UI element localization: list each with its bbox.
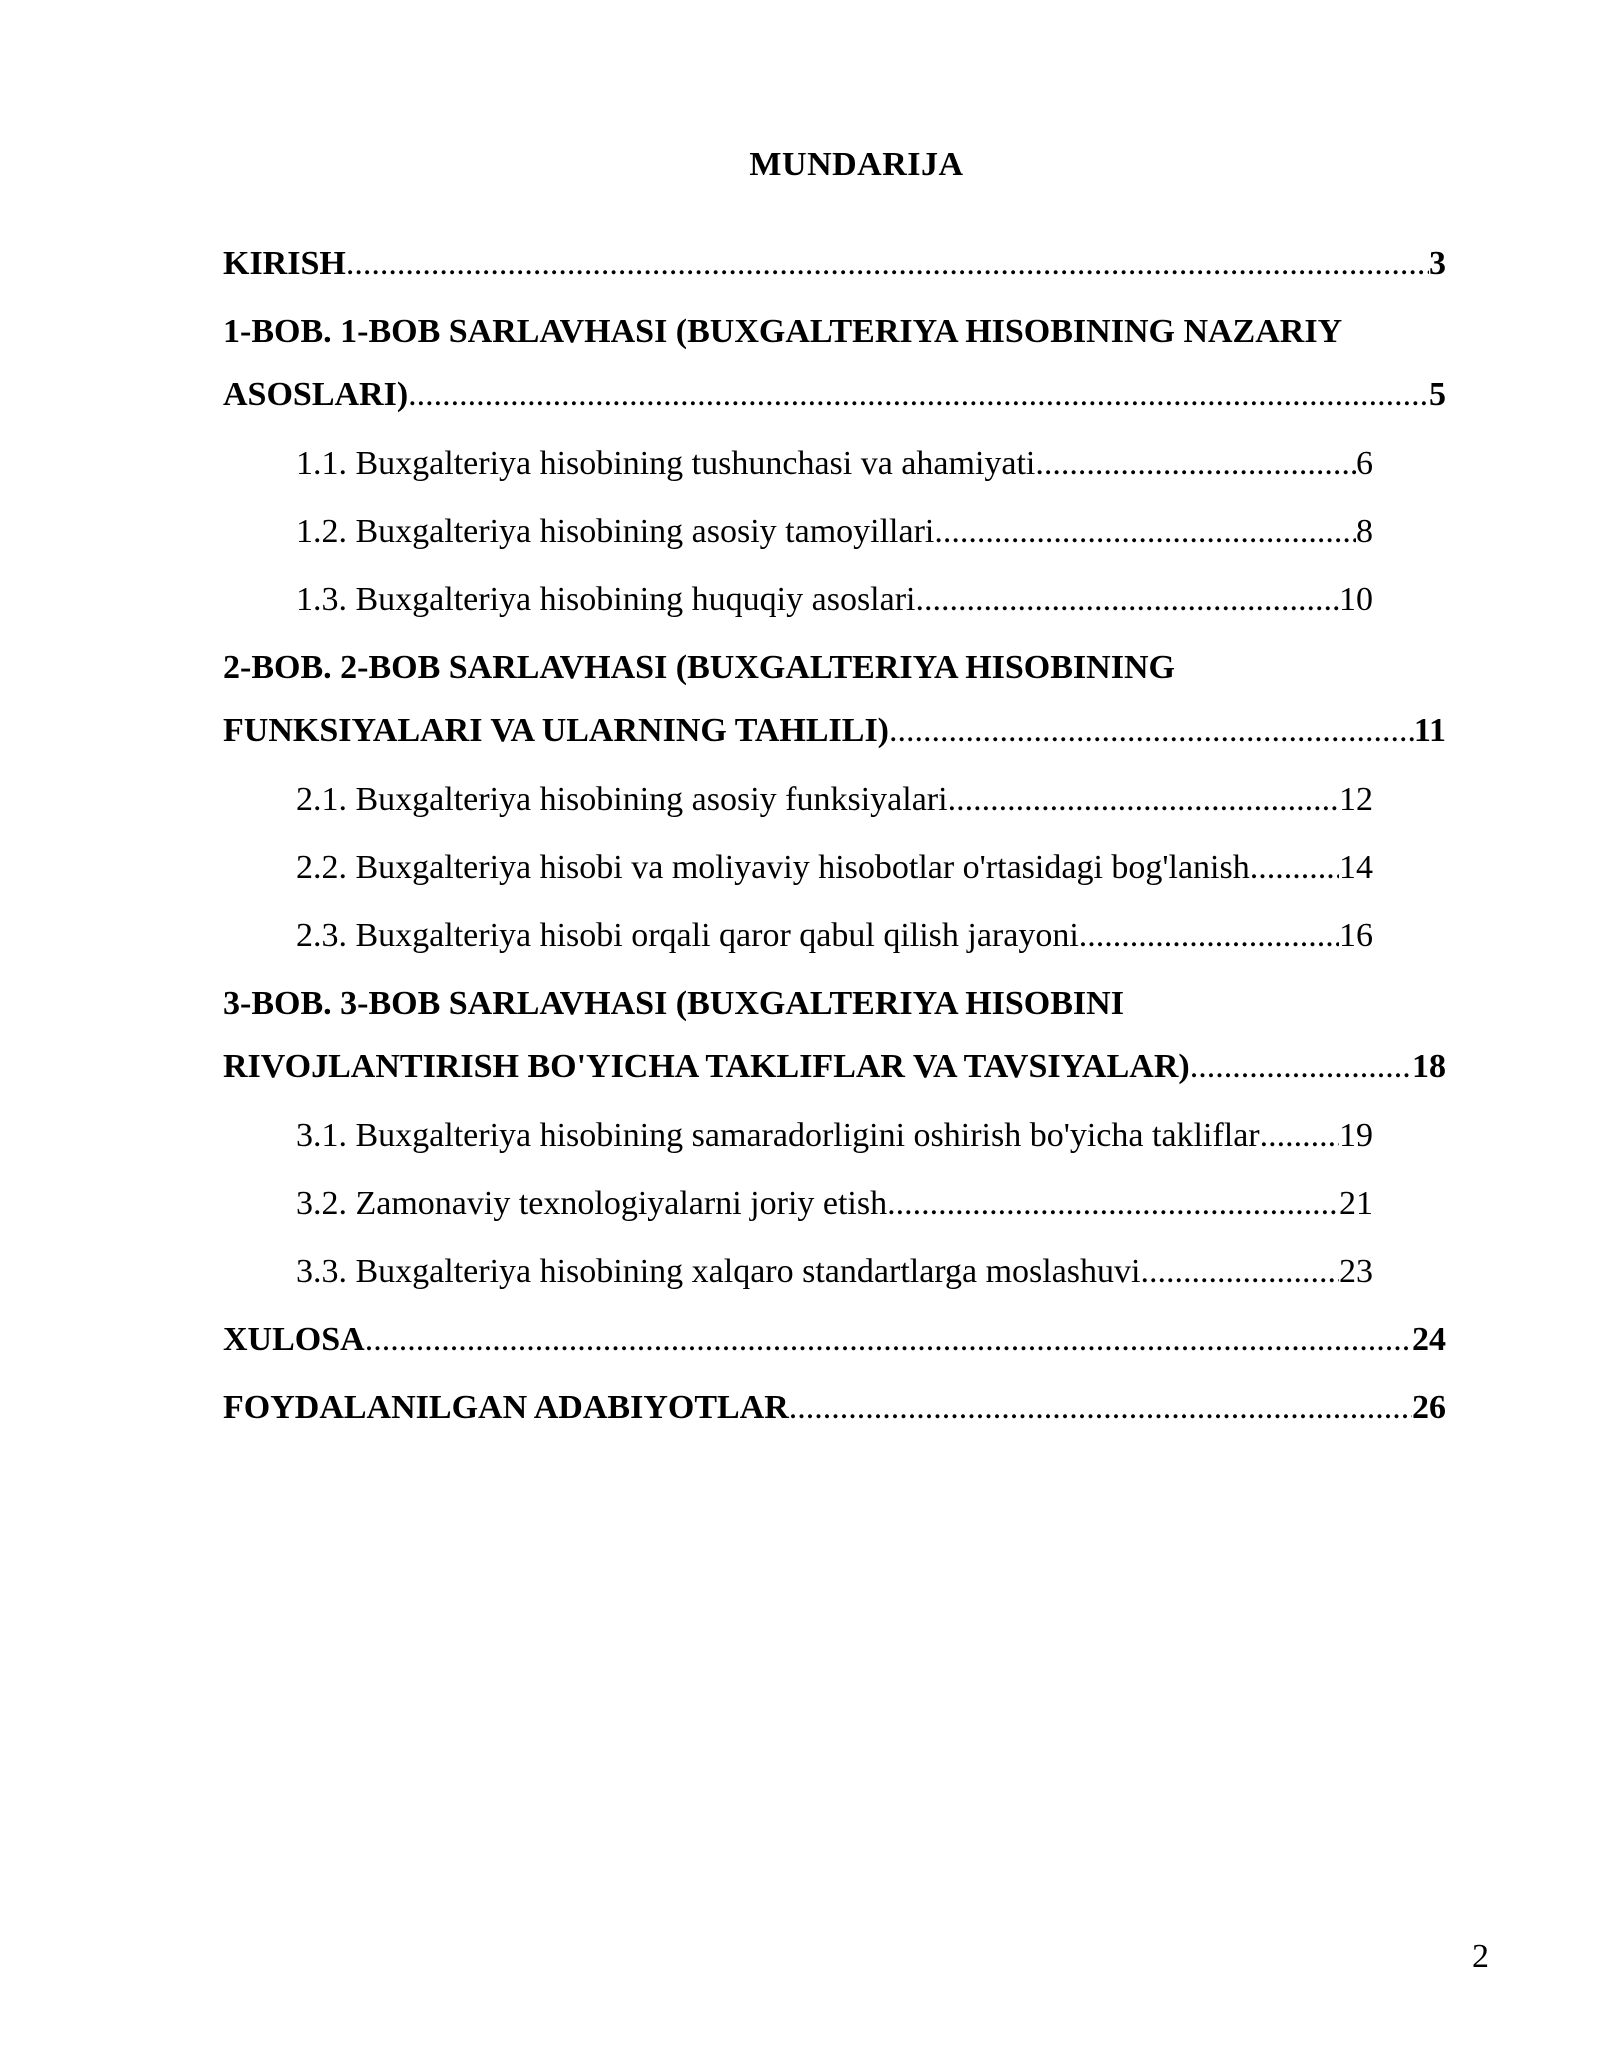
toc-entry-title: 1.2. Buxgalteriya hisobining asosiy tamoyillari [296,513,935,550]
dot-leader [934,512,1356,552]
toc-entry-references[interactable] [223,1388,1446,1428]
dot-leader [1260,1116,1339,1156]
toc-entry-title-line-2: FUNKSIYALARI VA ULARNING TAHLILI) [223,712,890,749]
dot-leader [1141,1252,1340,1292]
toc-entry-chapter-2[interactable] [223,648,1446,751]
toc-entry-xulosa[interactable] [223,1320,1446,1360]
toc-entry-chapter-3[interactable] [223,984,1446,1087]
toc-page-number: 12 [1339,781,1373,818]
toc-entry-section-1-2[interactable] [296,512,1373,552]
toc-entry-title-line-2: ASOSLARI) [223,376,409,413]
toc-entry-section-3-1[interactable] [296,1116,1373,1156]
toc-page-number: 3 [1429,245,1446,282]
toc-entry-title: XULOSA [223,1321,365,1358]
toc-entry-section-3-3[interactable] [296,1252,1373,1292]
dot-leader [408,375,1429,415]
dot-leader [887,1184,1339,1224]
toc-entry-section-1-1[interactable] [296,444,1373,484]
toc-entry-kirish[interactable] [223,244,1446,284]
toc-entry-chapter-1[interactable] [223,312,1446,415]
toc-page-number: 11 [1413,712,1446,749]
toc-entry-title: KIRISH [223,245,346,282]
dot-leader [916,580,1340,620]
toc-entry-title-line-1: 2-BOB. 2-BOB SARLAVHASI (BUXGALTERIYA HISOBINING [223,649,1175,686]
toc-entry-title: 3.2. Zamonaviy texnologiyalarni joriy etish [296,1185,888,1222]
toc-page-number: 10 [1339,581,1373,618]
dot-leader [789,1388,1412,1428]
toc-page-number: 23 [1339,1253,1373,1290]
toc-entry-title: 3.3. Buxgalteriya hisobining xalqaro standartlarga moslashuvi [296,1253,1141,1290]
dot-leader [365,1320,1412,1360]
toc-page-number: 16 [1339,917,1373,954]
toc-page-number: 18 [1412,1048,1446,1085]
toc-entry-title: 2.2. Buxgalteriya hisobi va moliyaviy hisobotlar o'rtasidagi bog'lanish [296,849,1250,886]
dot-leader [889,711,1414,751]
toc-entry-title-line-2: RIVOJLANTIRISH BO'YICHA TAKLIFLAR VA TAVSIYALAR) [223,1048,1190,1085]
toc-page-number: 14 [1339,849,1373,886]
toc-entry-section-2-2[interactable] [296,848,1373,888]
dot-leader [346,244,1429,284]
toc-entry-title: FOYDALANILGAN ADABIYOTLAR [223,1389,789,1426]
toc-page-number: 26 [1412,1389,1446,1426]
dot-leader [1190,1047,1412,1087]
toc-page-number: 21 [1339,1185,1373,1222]
toc-entry-title: 2.3. Buxgalteriya hisobi orqali qaror qabul qilish jarayoni [296,917,1079,954]
page-title: MUNDARIJA [749,146,964,183]
toc-page-number: 5 [1429,376,1446,413]
dot-leader [1079,916,1339,956]
dot-leader [1250,848,1339,888]
page-number: 2 [1472,1938,1489,1975]
toc-page-number: 24 [1412,1321,1446,1358]
dot-leader [1035,444,1356,484]
toc-entry-title: 2.1. Buxgalteriya hisobining asosiy funksiyalari [296,781,948,818]
toc-page-number: 8 [1356,513,1373,550]
toc-entry-section-1-3[interactable] [296,580,1373,620]
toc-page-number: 6 [1356,445,1373,482]
toc-entry-section-3-2[interactable] [296,1184,1373,1224]
toc-entry-title: 1.3. Buxgalteriya hisobining huquqiy asoslari [296,581,916,618]
toc-page-number: 19 [1339,1117,1373,1154]
toc-entry-title: 1.1. Buxgalteriya hisobining tushunchasi va ahamiyati [296,445,1036,482]
toc-entry-title-line-1: 1-BOB. 1-BOB SARLAVHASI (BUXGALTERIYA HISOBINING NAZARIY [223,313,1343,350]
toc-entry-section-2-3[interactable] [296,916,1373,956]
toc-entry-title-line-1: 3-BOB. 3-BOB SARLAVHASI (BUXGALTERIYA HISOBINI [223,985,1124,1022]
dot-leader [948,780,1339,820]
toc-entry-title: 3.1. Buxgalteriya hisobining samaradorligini oshirish bo'yicha takliflar [296,1117,1260,1154]
toc-entry-section-2-1[interactable] [296,780,1373,820]
